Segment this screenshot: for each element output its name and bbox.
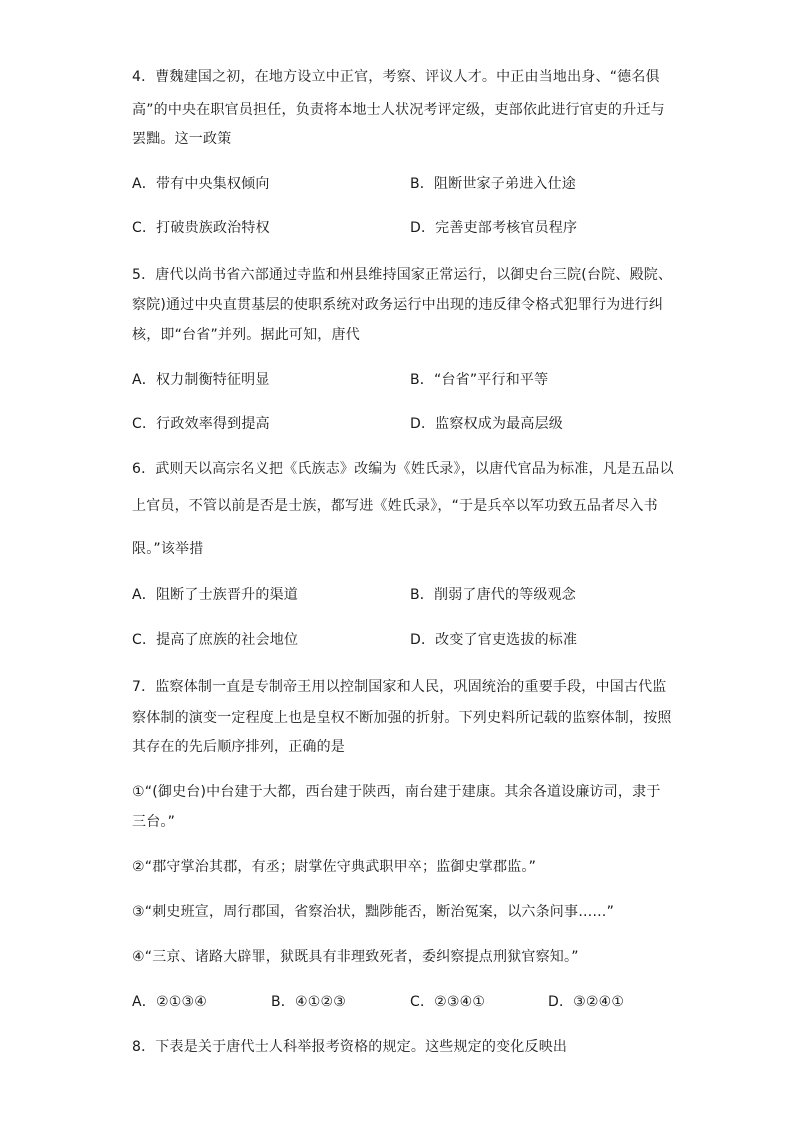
q5-line-1: 5．唐代以尚书省六部通过寺监和州县维持国家正常运行，以御史台三院(台院、殿院、 (132, 267, 673, 283)
q5-line-2: 察院)通过中央直贯基层的使职系统对政务运行中出现的违反律令格式犯罪行为进行纠 (132, 297, 664, 313)
q4-option-c: C．打破贵族政治特权 (132, 220, 270, 236)
q7-option-b: B．④①②③ (271, 994, 347, 1010)
q4-option-a: A．带有中央集权倾向 (132, 176, 270, 192)
q7-source-3: ③“刺史班宣，周行郡国，省察治状，黜陟能否，断治冤案，以六条问事……” (132, 904, 615, 920)
q4-line-2: 高”的中央在职官员担任，负责将本地士人状况考评定级，吏部依此进行官吏的升迁与 (132, 102, 665, 118)
q7-source-4: ④“三京、诸路大辟罪，狱既具有非理致死者，委纠察提点刑狱官察知。” (132, 949, 579, 965)
q6-option-d: D．改变了官吏选拔的标准 (410, 632, 578, 648)
q6-line-1: 6．武则天以高宗名义把《氏族志》改编为《姓氏录》，以唐代官品为标准，凡是五品以 (132, 461, 674, 477)
q5-option-d: D．监察权成为最高层级 (410, 416, 563, 432)
q7-option-d: D．③②④① (548, 994, 625, 1010)
q6-option-a: A．阻断了士族晋升的渠道 (132, 587, 298, 603)
q6-line-2: 上官员，不管以前是否是士族，都写进《姓氏录》，“于是兵卒以军功致五品者尽入书 (132, 498, 658, 514)
q7-line-1: 7．监察体制一直是专制帝王用以控制国家和人民，巩固统治的重要手段，中国古代监 (132, 679, 667, 695)
q7-source-2: ②“郡守掌治其郡，有丞；尉掌佐守典武职甲卒；监御史掌郡监。” (132, 859, 537, 875)
q7-line-2: 察体制的演变一定程度上也是皇权不断加强的折射。下列史料所记载的监察体制，按照 (132, 710, 672, 726)
q4-line-3: 罢黜。这一政策 (132, 131, 232, 147)
q7-source-1: ①“(御史台)中台建于大都，西台建于陕西，南台建于建康。其余各道设廉访司，隶于 (132, 784, 661, 800)
q6-option-b: B．削弱了唐代的等级观念 (410, 587, 577, 603)
q5-line-3: 核，即“台省”并列。据此可知，唐代 (132, 327, 360, 343)
q7-option-a: A．②①③④ (132, 994, 207, 1010)
q7-line-3: 其存在的先后顺序排列，正确的是 (132, 739, 345, 755)
q4-line-1: 4．曹魏建国之初，在地方设立中正官，考察、评议人才。中正由当地出身、“德名俱 (132, 69, 660, 85)
q8-line-1: 8．下表是关于唐代士人科举报考资格的规定。这些规定的变化反映出 (132, 1039, 568, 1055)
q4-option-b: B．阻断世家子弟进入仕途 (410, 176, 577, 192)
q7-option-c: C．②③④① (410, 994, 486, 1010)
q5-option-b: B．“台省”平行和平等 (410, 372, 549, 388)
q7-source-1-cont: 三台。” (132, 814, 176, 830)
q6-option-c: C．提高了庶族的社会地位 (132, 632, 299, 648)
q5-option-c: C．行政效率得到提高 (132, 416, 270, 432)
q6-line-3: 限。”该举措 (132, 541, 204, 557)
q5-option-a: A．权力制衡特征明显 (132, 372, 270, 388)
q4-option-d: D．完善吏部考核官员程序 (410, 220, 578, 236)
